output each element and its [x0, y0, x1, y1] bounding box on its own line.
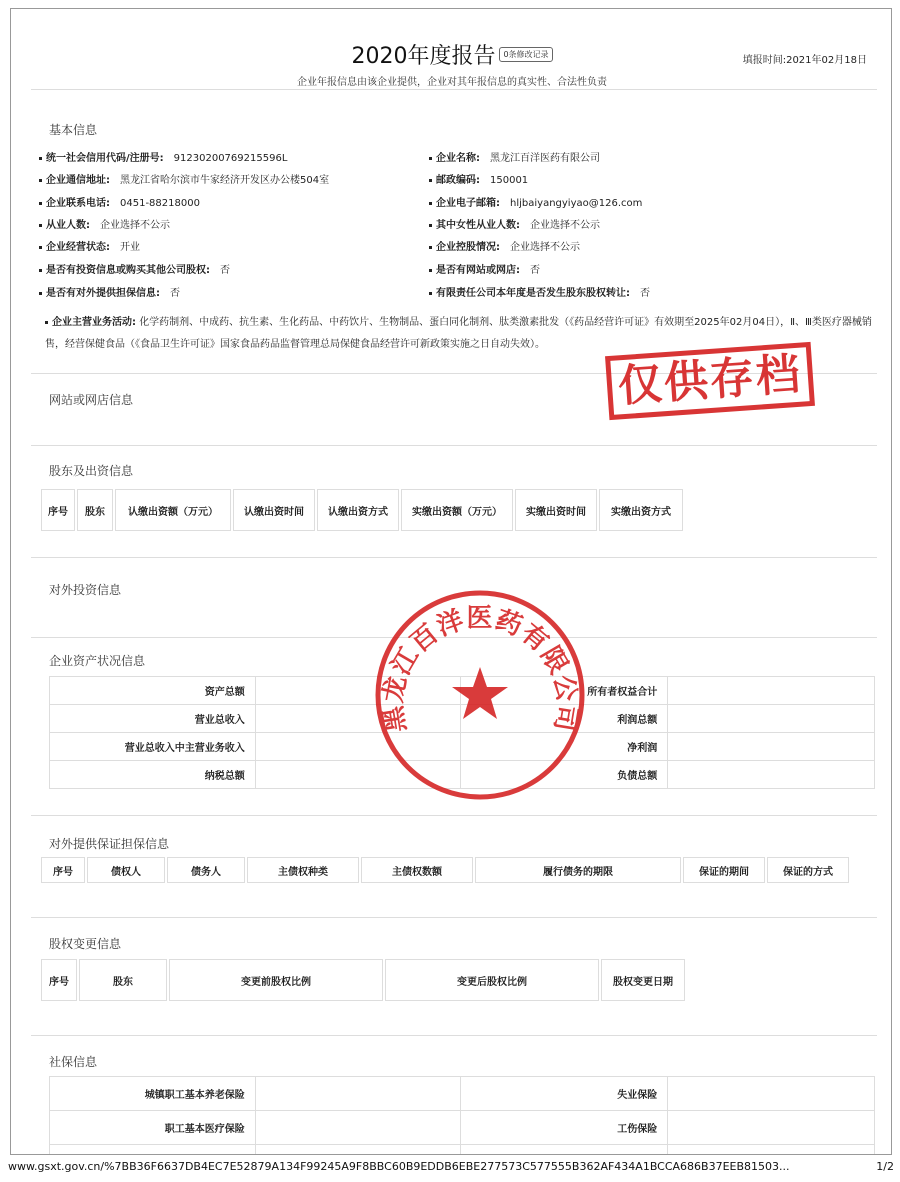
asset-label: 所有者权益合计 — [461, 677, 668, 705]
insurance-label: 工伤保险 — [461, 1111, 668, 1145]
control-label: 企业控股情况: — [436, 242, 500, 253]
website-label: 是否有网站或网店: — [436, 265, 520, 276]
employees-value: 企业选择不公示 — [100, 220, 170, 231]
asset-label: 资产总额 — [50, 677, 256, 705]
info-female-employees — [429, 216, 600, 231]
archive-only-stamp: 仅供存档 — [605, 342, 815, 420]
divider — [31, 917, 877, 918]
info-company-name — [429, 149, 600, 164]
col-header: 序号 — [41, 959, 77, 1001]
phone-label: 企业联系电话: — [46, 198, 110, 209]
section-title-equity-changes: 股权变更信息 — [49, 937, 122, 951]
info-postcode — [429, 171, 528, 186]
col-header: 股东 — [79, 959, 167, 1001]
table-cell — [461, 1145, 668, 1156]
guarantee-label: 是否有对外提供担保信息: — [46, 288, 160, 299]
bullet — [39, 179, 42, 182]
investment-label: 是否有投资信息或购买其他公司股权: — [46, 265, 210, 276]
seal-text: 黑龙江百洋医药有限公司 — [378, 603, 582, 735]
info-phone — [39, 194, 200, 209]
section-title-website: 网站或网店信息 — [49, 393, 134, 407]
female-employees-value: 企业选择不公示 — [530, 220, 600, 231]
page-url: www.gsxt.gov.cn/%7BB36F6637DB4EC7E52879A134F99245A9F8BBC60B9EDDB6EBE277573C577555B362AF434A1BCCA686B37EEB81503... — [8, 1160, 790, 1173]
info-equity-transfer — [429, 284, 650, 299]
report-subtitle: 企业年报信息由该企业提供，企业对其年报信息的真实性、合法性负责 — [297, 77, 607, 88]
col-header: 变更前股权比例 — [169, 959, 383, 1001]
info-status — [39, 238, 140, 253]
bullet — [429, 269, 432, 272]
col-header: 保证的方式 — [767, 857, 849, 883]
section-title-outbound-investment: 对外投资信息 — [49, 583, 122, 597]
bullet — [429, 202, 432, 205]
address-value: 黑龙江省哈尔滨市牛家经济开发区办公楼504室 — [120, 175, 330, 186]
divider — [31, 445, 877, 446]
info-guarantee — [39, 284, 180, 299]
asset-value — [668, 677, 875, 705]
control-value: 企业选择不公示 — [510, 242, 580, 253]
bullet — [39, 246, 42, 249]
guarantees-table — [39, 855, 851, 885]
col-header: 保证的期间 — [683, 857, 765, 883]
bullet — [39, 224, 42, 227]
table-row — [50, 1111, 875, 1145]
asset-label: 净利润 — [461, 733, 668, 761]
address-label: 企业通信地址: — [46, 175, 110, 186]
company-name-label: 企业名称: — [436, 153, 480, 164]
postcode-label: 邮政编码: — [436, 175, 480, 186]
col-header: 股权变更日期 — [601, 959, 685, 1001]
section-title-guarantees: 对外提供保证担保信息 — [49, 837, 170, 851]
email-value: hljbaiyangyiyao@126.com — [510, 198, 643, 209]
info-control — [429, 238, 580, 253]
col-header: 认缴出资额（万元） — [115, 489, 231, 531]
insurance-value — [255, 1077, 461, 1111]
insurance-value — [255, 1111, 461, 1145]
col-header: 序号 — [41, 489, 75, 531]
employees-label: 从业人数: — [46, 220, 90, 231]
bullet — [429, 292, 432, 295]
bullet — [429, 224, 432, 227]
asset-value — [668, 761, 875, 789]
table-row — [50, 1145, 875, 1156]
col-header: 实缴出资额（万元） — [401, 489, 513, 531]
shareholders-table — [39, 487, 685, 533]
info-credit-code — [39, 149, 287, 164]
report-page — [10, 8, 892, 1155]
col-header: 实缴出资方式 — [599, 489, 683, 531]
website-value: 否 — [530, 265, 540, 276]
info-investment — [39, 261, 230, 276]
status-label: 企业经营状态: — [46, 242, 110, 253]
col-header: 债权人 — [87, 857, 165, 883]
bullet — [45, 321, 48, 324]
insurance-label: 失业保险 — [461, 1077, 668, 1111]
asset-label: 负债总额 — [461, 761, 668, 789]
table-cell — [668, 1145, 875, 1156]
equity-transfer-value: 否 — [640, 288, 650, 299]
phone-value: 0451-88218000 — [120, 198, 200, 209]
postcode-value: 150001 — [490, 175, 529, 186]
table-header-row — [41, 857, 849, 883]
business-scope-value: 化学药制剂、中成药、抗生素、生化药品、中药饮片、生物制品、蛋白同化制剂、肽类激素批发（《药品经营许可证》有效期至2025年02月04日），Ⅱ、Ⅲ类医疗器械销售，经营保健食品（《食品卫生许可证》国家食品药品监督管理总局保健食品经营许可新政策实施之日自动失效）。 — [45, 317, 872, 350]
asset-label: 营业总收入中主营业务收入 — [50, 733, 256, 761]
section-title-basic-info: 基本信息 — [49, 123, 98, 137]
bullet — [429, 179, 432, 182]
seal-star-icon — [452, 667, 508, 719]
bullet — [39, 292, 42, 295]
info-employees — [39, 216, 170, 231]
insurance-value — [668, 1111, 875, 1145]
fill-date: 填报时间:2021年02月18日 — [742, 55, 867, 66]
divider — [31, 557, 877, 558]
insurance-value — [668, 1077, 875, 1111]
bullet — [39, 202, 42, 205]
page-number: 1/2 — [876, 1160, 894, 1173]
table-cell — [50, 1145, 256, 1156]
info-email — [429, 194, 642, 209]
section-title-social-security: 社保信息 — [49, 1055, 98, 1069]
social-security-table — [49, 1076, 875, 1155]
investment-value: 否 — [220, 265, 230, 276]
col-header: 履行债务的期限 — [475, 857, 681, 883]
col-header: 序号 — [41, 857, 85, 883]
business-scope-label: 企业主营业务活动: — [52, 317, 136, 328]
divider — [31, 1035, 877, 1036]
bullet — [39, 269, 42, 272]
col-header: 主债权种类 — [247, 857, 359, 883]
status-value: 开业 — [120, 242, 140, 253]
insurance-label: 城镇职工基本养老保险 — [50, 1077, 256, 1111]
company-name-value: 黑龙江百洋医药有限公司 — [490, 153, 600, 164]
info-website — [429, 261, 540, 276]
equity-changes-table — [39, 957, 687, 1003]
col-header: 实缴出资时间 — [515, 489, 597, 531]
asset-label: 营业总收入 — [50, 705, 256, 733]
col-header: 认缴出资方式 — [317, 489, 399, 531]
col-header: 认缴出资时间 — [233, 489, 315, 531]
col-header: 股东 — [77, 489, 113, 531]
report-title: 2020年度报告 — [351, 44, 496, 69]
table-header-row — [41, 959, 685, 1001]
col-header: 债务人 — [167, 857, 245, 883]
email-label: 企业电子邮箱: — [436, 198, 500, 209]
asset-value — [668, 705, 875, 733]
credit-code-label: 统一社会信用代码/注册号: — [46, 153, 164, 164]
divider — [31, 89, 877, 90]
guarantee-value: 否 — [170, 288, 180, 299]
asset-label: 纳税总额 — [50, 761, 256, 789]
bullet — [429, 246, 432, 249]
bullet — [429, 157, 432, 160]
section-title-assets: 企业资产状况信息 — [49, 654, 146, 668]
table-row — [50, 1077, 875, 1111]
company-seal — [374, 589, 586, 801]
asset-value — [668, 733, 875, 761]
asset-label: 利润总额 — [461, 705, 668, 733]
equity-transfer-label: 有限责任公司本年度是否发生股东股权转让: — [436, 288, 630, 299]
col-header: 变更后股权比例 — [385, 959, 599, 1001]
credit-code-value: 91230200769215596L — [173, 153, 288, 164]
bullet — [39, 157, 42, 160]
col-header: 主债权数额 — [361, 857, 473, 883]
section-title-shareholders: 股东及出资信息 — [49, 464, 134, 478]
female-employees-label: 其中女性从业人数: — [436, 220, 520, 231]
revision-record-button[interactable]: 0条修改记录 — [499, 47, 552, 62]
info-address — [39, 171, 329, 186]
table-cell — [255, 1145, 461, 1156]
divider — [31, 815, 877, 816]
table-header-row — [41, 489, 683, 531]
insurance-label: 职工基本医疗保险 — [50, 1111, 256, 1145]
